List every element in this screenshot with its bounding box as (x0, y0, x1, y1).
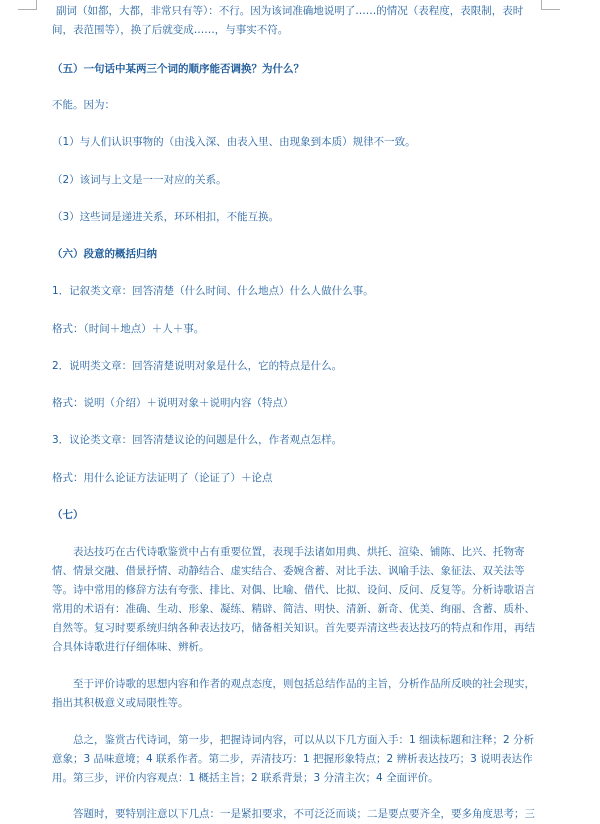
heading-7: （七） (52, 509, 84, 521)
paragraph-argumentative: 3．议论类文章：回答清楚议论的问题是什么，作者观点怎样。 (52, 434, 343, 446)
heading-5: （五）一句话中某两三个词的顺序能否调换？为什么？ (52, 63, 304, 75)
paragraph-answer-tips: 答题时，要特别注意以下几点：一是紧扣要求，不可泛泛而谈；二是要点要齐全，要多角度思考；三 (73, 808, 535, 820)
list-item-2: （2）该词与上文是一一对应的关系。 (52, 174, 227, 186)
heading-6: （六）段意的概括归纳 (52, 248, 157, 260)
list-item-1: （1）与人们认识事物的（由浅入深、由表入里、由现象到本质）规律不一致。 (52, 136, 416, 148)
paragraph-summary: 总之，鉴赏古代诗词，第一步，把握诗词内容，可以从以下几方面入手：1 细读标题和注释；2 分析意象；3 品味意境；4 联系作者。第二步，弄清技巧：1 把握形象特点；2 辨析表达技巧；3 说明表达作用。第三步，评价内容观点：1 概括主旨；2 联系背景；3 分清主次；4 全面评价。 (52, 734, 535, 784)
paragraph-expository-format: 格式：说明（介绍）＋说明对象＋说明内容（特点） (52, 397, 294, 409)
paragraph-narrative: 1．记叙类文章：回答清楚（什么时间、什么地点）什么人做什么事。 (52, 285, 374, 297)
list-item-3: （3）这些词是递进关系，环环相扣，不能互换。 (52, 211, 280, 223)
paragraph-answer: 不能。因为： (52, 99, 115, 111)
page-corner-mark-right (541, 0, 560, 10)
paragraph-expository: 2．说明类文章：回答清楚说明对象是什么，它的特点是什么。 (52, 360, 343, 372)
paragraph-techniques: 表达技巧在古代诗歌鉴赏中占有重要位置，表现手法诸如用典、烘托、渲染、铺陈、比兴、托物寄情、情景交融、借景抒情、动静结合、虚实结合、委婉含蓄、对比手法、讽喻手法、象征法、双关法等等。诗中常用的修辞方法有夸张、排比、对偶、比喻、借代、比拟、设问、反问、反复等。分析诗歌语言常用的术语有：准确、生动、形象、凝练、精辟、简洁、明快、清新、新奇、优美、绚丽、含蓄、质朴、自然等。复习时要系统归纳各种表达技巧，储备相关知识。首先要弄清这些表达技巧的特点和作用，再结合具体诗歌进行仔细体味、辨析。 (52, 546, 535, 653)
paragraph-argumentative-format: 格式：用什么论证方法证明了（论证了）＋论点 (52, 472, 273, 484)
page-corner-mark-left (18, 0, 37, 10)
paragraph-narrative-format: 格式：（时间＋地点）＋人＋事。 (52, 323, 205, 335)
paragraph-adverb: 副词（如都，大都，非常只有等）：不行。因为该词准确地说明了……的情况（表程度，表限制，表时间，表范围等），换了后就变成……，与事实不符。 (52, 5, 524, 36)
paragraph-evaluation: 至于评价诗歌的思想内容和作者的观点态度，则包括总结作品的主旨，分析作品所反映的社会现实，指出其积极意义或局限性等。 (52, 678, 535, 709)
